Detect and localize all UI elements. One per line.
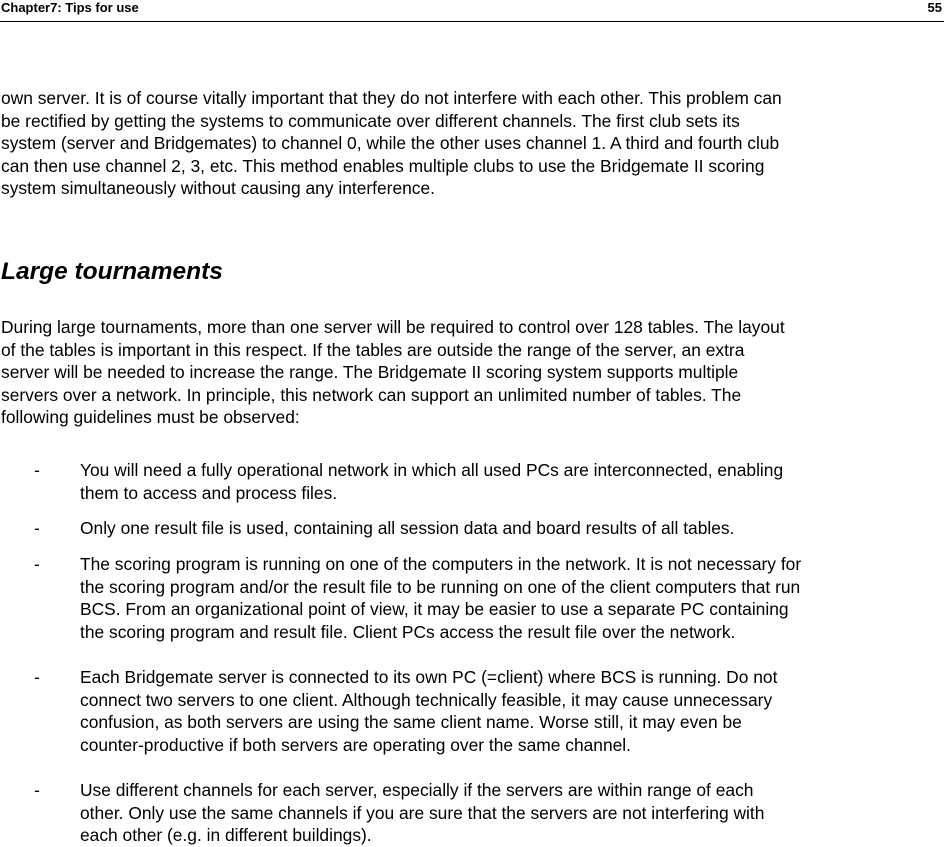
bullet-dash: -: [34, 460, 40, 480]
text-line: own server. It is of course vitally important that they do not interfere with each other. This problem can: [1, 88, 782, 108]
bullet-dash: -: [34, 554, 40, 574]
text-line: can then use channel 2, 3, etc. This method enables multiple clubs to use the Bridgemate II scoring: [1, 155, 765, 176]
guideline-text: [80, 517, 944, 540]
text-line: You will need a fully operational network in which all used PCs are interconnected, enabling: [80, 460, 784, 480]
text-line: the scoring program and/or the result file to be running on one of the client computers that run: [80, 576, 801, 597]
text-line: Each Bridgemate server is connected to its own PC (=client) where BCS is running. Do not: [80, 667, 778, 687]
text-line: During large tournaments, more than one server will be required to control over 128 tables. The layout: [1, 317, 785, 337]
bullet-dash: -: [34, 780, 40, 800]
text-line: system simultaneously without causing any interference.: [1, 178, 436, 198]
text-line: them to access and process files.: [80, 482, 338, 503]
bullet-dash: -: [34, 518, 40, 538]
large-tournaments-paragraph: [1, 316, 943, 429]
text-line: connect two servers to one client. Although technically feasible, it may cause unnecessary: [80, 689, 773, 710]
guideline-text: [80, 666, 944, 756]
section-heading: Large tournaments: [1, 258, 223, 285]
text-line: following guidelines must be observed:: [1, 407, 300, 427]
guideline-text: [80, 459, 944, 504]
text-line: counter-productive if both servers are operating over the same channel.: [80, 734, 632, 755]
intro-paragraph: [1, 87, 943, 200]
text-line: The scoring program is running on one of the computers in the network. It is not necessary for: [80, 554, 802, 574]
text-line: the scoring program and result file. Client PCs access the result file over the network.: [80, 621, 736, 642]
text-line: confusion, as both servers are using the same client name. Worse still, it may even be: [80, 712, 742, 732]
text-line: server will be needed to increase the range. The Bridgemate II scoring system supports multiple: [1, 362, 739, 382]
text-line: system (server and Bridgemates) to channel 0, while the other uses channel 1. A third and fourth club: [1, 133, 780, 153]
chapter-title: Chapter7: Tips for use: [1, 0, 139, 15]
page-header: [0, 0, 944, 22]
bullet-dash: -: [34, 667, 40, 687]
text-line: servers over a network. In principle, this network can support an unlimited number of tables. The: [1, 384, 742, 405]
text-line: be rectified by getting the systems to communicate over different channels. The first club sets its: [1, 110, 740, 131]
guideline-text: [80, 779, 944, 847]
guideline-text: [80, 553, 944, 643]
text-line: each other (e.g. in different buildings).: [80, 825, 372, 845]
text-line: Use different channels for each server, especially if the servers are within range of each: [80, 780, 754, 800]
text-line: other. Only use the same channels if you are sure that the servers are not interfering with: [80, 802, 765, 823]
text-line: of the tables is important in this respect. If the tables are outside the range of the server, an extra: [1, 339, 745, 360]
text-line: BCS. From an organizational point of view, it may be easier to use a separate PC containing: [80, 599, 789, 619]
page-number: 55: [927, 0, 942, 15]
text-line: Only one result file is used, containing all session data and board results of all tables.: [80, 518, 735, 538]
